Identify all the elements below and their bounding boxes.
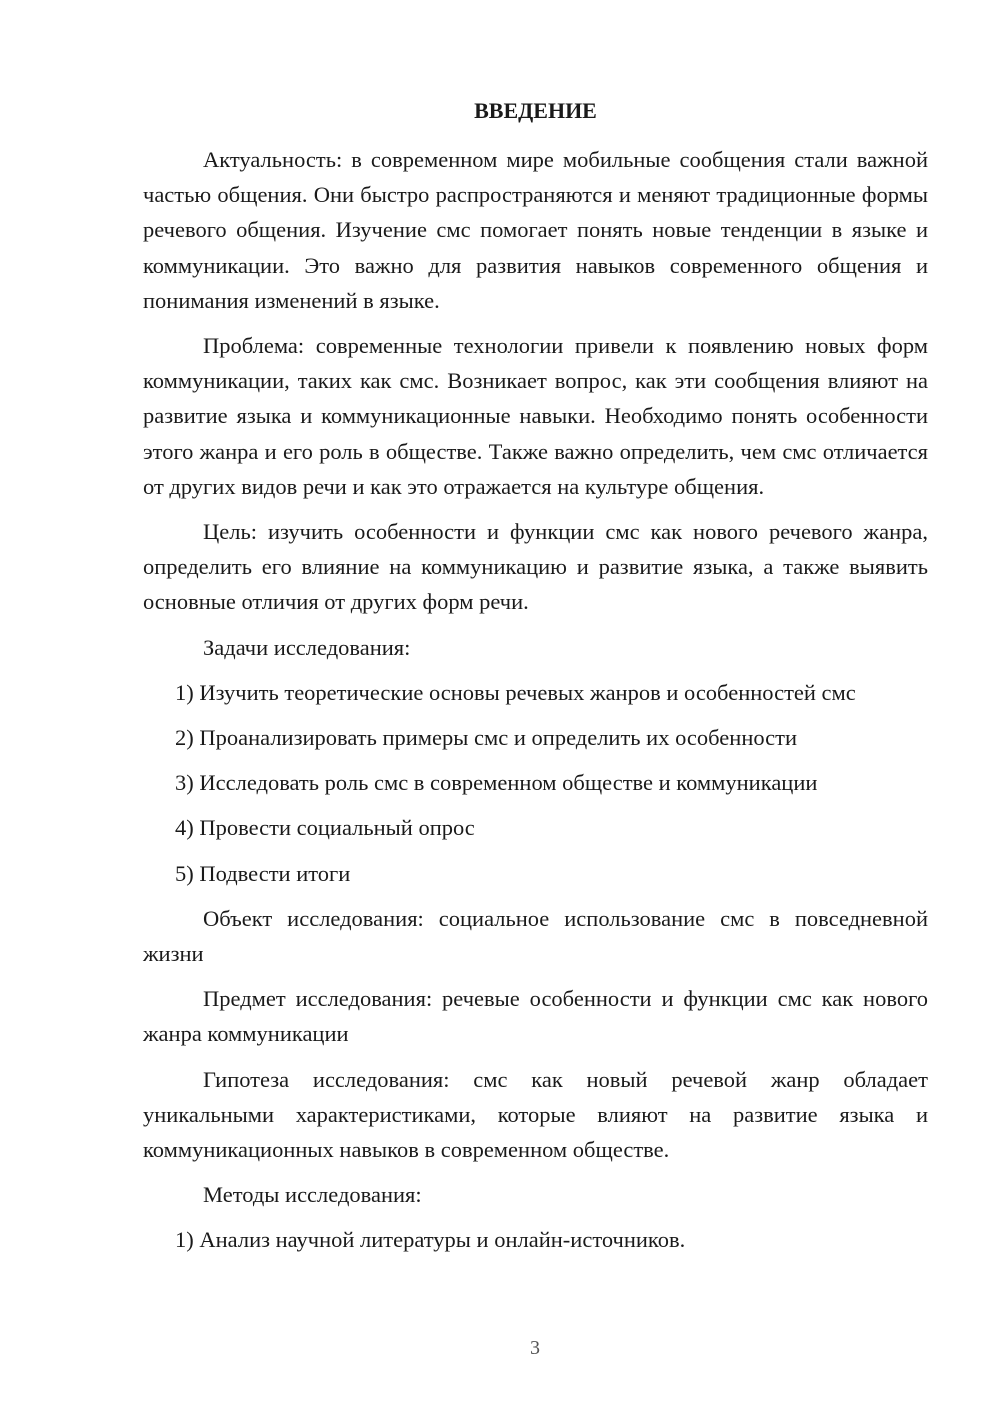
tasks-heading: Задачи исследования: <box>203 634 411 660</box>
paragraph-hypothesis: Гипотеза исследования: смс как новый речевой жанр обладает уникальными характеристиками, которые влияют на развитие языка и коммуникационных навыков в современном обществе. <box>143 1066 928 1163</box>
paragraph-object: Объект исследования: социальное использование смс в повседневной жизни <box>143 905 928 967</box>
task-item-1: 1) Изучить теоретические основы речевых жанров и особенностей смс <box>175 679 856 705</box>
document-title: ВВЕДЕНИЕ <box>474 98 597 123</box>
methods-heading: Методы исследования: <box>203 1182 422 1208</box>
paragraph-problem: Проблема: современные технологии привели к появлению новых форм коммуникации, таких как смс. Возникает вопрос, как эти сообщения влияют на развитие языка и коммуникационные навыки. Необходимо понять особенности этого жанра и его роль в обществе. Также важно определить, чем смс отличается от других видов речи и как это отражается на культуре общения. <box>143 333 928 499</box>
task-item-5: 5) Подвести итоги <box>175 860 351 886</box>
paragraph-relevance: Актуальность: в современном мире мобильные сообщения стали важной частью общения. Они быстро распространяются и меняют традиционные формы речевого общения. Изучение смс помогает понять новые тенденции в языке и коммуникации. Это важно для развития навыков современного общения и понимания изменений в языке. <box>143 147 928 313</box>
task-item-3: 3) Исследовать роль смс в современном обществе и коммуникации <box>175 770 818 796</box>
task-item-4: 4) Провести социальный опрос <box>175 815 475 841</box>
paragraph-subject: Предмет исследования: речевые особенности и функции смс как нового жанра коммуникации <box>143 986 928 1047</box>
document-body <box>143 142 928 1268</box>
paragraph-goal: Цель: изучить особенности и функции смс как нового речевого жанра, определить его влияние на коммуникацию и развитие языка, а также выявить основные отличия от других форм речи. <box>143 519 928 615</box>
page-number: 3 <box>530 1337 540 1359</box>
method-item-1: 1) Анализ научной литературы и онлайн-источников. <box>175 1227 686 1253</box>
task-item-2: 2) Проанализировать примеры смс и определить их особенности <box>175 725 798 751</box>
